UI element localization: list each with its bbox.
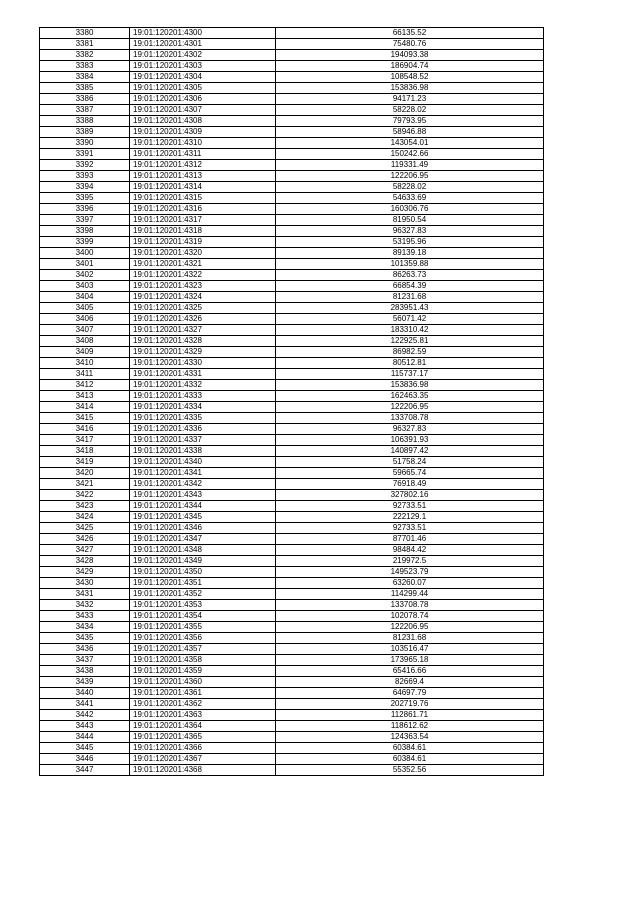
cadastral-number-cell: 19:01:120201:4342 [130,479,276,490]
table-row [40,523,544,534]
row-number-cell: 3440 [40,688,130,699]
amount-cell: 222129.1 [276,512,544,523]
table-row [40,479,544,490]
table-row [40,237,544,248]
row-number-cell: 3418 [40,446,130,457]
table-row [40,171,544,182]
amount-cell: 153836.98 [276,83,544,94]
amount-cell: 53195.96 [276,237,544,248]
amount-cell: 162463.35 [276,391,544,402]
table-body [40,28,544,776]
amount-cell: 64697.79 [276,688,544,699]
row-number-cell: 3384 [40,72,130,83]
amount-cell: 63260.07 [276,578,544,589]
table-row [40,666,544,677]
table-row [40,545,544,556]
amount-cell: 81231.68 [276,292,544,303]
cadastral-number-cell: 19:01:120201:4324 [130,292,276,303]
row-number-cell: 3398 [40,226,130,237]
row-number-cell: 3405 [40,303,130,314]
table-row [40,292,544,303]
cadastral-number-cell: 19:01:120201:4360 [130,677,276,688]
amount-cell: 122206.95 [276,622,544,633]
amount-cell: 87701.46 [276,534,544,545]
table-row [40,50,544,61]
row-number-cell: 3396 [40,204,130,215]
cadastral-number-cell: 19:01:120201:4367 [130,754,276,765]
amount-cell: 51758.24 [276,457,544,468]
table-row [40,578,544,589]
row-number-cell: 3441 [40,699,130,710]
amount-cell: 86263.73 [276,270,544,281]
table-row [40,358,544,369]
amount-cell: 58228.02 [276,182,544,193]
amount-cell: 122925.81 [276,336,544,347]
table-row [40,446,544,457]
cadastral-number-cell: 19:01:120201:4346 [130,523,276,534]
row-number-cell: 3387 [40,105,130,116]
cadastral-number-cell: 19:01:120201:4317 [130,215,276,226]
row-number-cell: 3385 [40,83,130,94]
cadastral-number-cell: 19:01:120201:4312 [130,160,276,171]
table-row [40,589,544,600]
cadastral-number-cell: 19:01:120201:4337 [130,435,276,446]
amount-cell: 55352.56 [276,765,544,776]
table-row [40,380,544,391]
cadastral-number-cell: 19:01:120201:4302 [130,50,276,61]
table-row [40,303,544,314]
row-number-cell: 3417 [40,435,130,446]
table-row [40,567,544,578]
row-number-cell: 3393 [40,171,130,182]
table-row [40,644,544,655]
cadastral-number-cell: 19:01:120201:4356 [130,633,276,644]
cadastral-number-cell: 19:01:120201:4326 [130,314,276,325]
row-number-cell: 3391 [40,149,130,160]
amount-cell: 133708.78 [276,413,544,424]
amount-cell: 283951.43 [276,303,544,314]
row-number-cell: 3386 [40,94,130,105]
amount-cell: 54633.69 [276,193,544,204]
row-number-cell: 3430 [40,578,130,589]
table-row [40,61,544,72]
table-row [40,721,544,732]
table-row [40,127,544,138]
row-number-cell: 3414 [40,402,130,413]
cadastral-number-cell: 19:01:120201:4307 [130,105,276,116]
table-row [40,325,544,336]
table-row [40,611,544,622]
table-row [40,105,544,116]
cadastral-number-cell: 19:01:120201:4353 [130,600,276,611]
cadastral-number-cell: 19:01:120201:4320 [130,248,276,259]
table-row [40,600,544,611]
row-number-cell: 3445 [40,743,130,754]
amount-cell: 89139.18 [276,248,544,259]
table-row [40,556,544,567]
row-number-cell: 3395 [40,193,130,204]
amount-cell: 219972.5 [276,556,544,567]
amount-cell: 143054.01 [276,138,544,149]
row-number-cell: 3434 [40,622,130,633]
cadastral-number-cell: 19:01:120201:4358 [130,655,276,666]
cadastral-number-cell: 19:01:120201:4314 [130,182,276,193]
amount-cell: 94171.23 [276,94,544,105]
amount-cell: 103516.47 [276,644,544,655]
amount-cell: 80512.81 [276,358,544,369]
cadastral-number-cell: 19:01:120201:4313 [130,171,276,182]
row-number-cell: 3425 [40,523,130,534]
cadastral-number-cell: 19:01:120201:4364 [130,721,276,732]
row-number-cell: 3428 [40,556,130,567]
row-number-cell: 3413 [40,391,130,402]
cadastral-number-cell: 19:01:120201:4322 [130,270,276,281]
row-number-cell: 3400 [40,248,130,259]
table-row [40,149,544,160]
table-row [40,160,544,171]
table-row [40,402,544,413]
table-row [40,622,544,633]
row-number-cell: 3439 [40,677,130,688]
row-number-cell: 3435 [40,633,130,644]
cadastral-number-cell: 19:01:120201:4325 [130,303,276,314]
row-number-cell: 3406 [40,314,130,325]
cadastral-number-cell: 19:01:120201:4362 [130,699,276,710]
table-row [40,215,544,226]
table-row [40,501,544,512]
table-row [40,204,544,215]
amount-cell: 122206.95 [276,402,544,413]
table-row [40,677,544,688]
cadastral-number-cell: 19:01:120201:4340 [130,457,276,468]
row-number-cell: 3419 [40,457,130,468]
table-row [40,193,544,204]
cadastral-number-cell: 19:01:120201:4329 [130,347,276,358]
table-row [40,391,544,402]
table-row [40,435,544,446]
cadastral-number-cell: 19:01:120201:4334 [130,402,276,413]
amount-cell: 202719.76 [276,699,544,710]
row-number-cell: 3429 [40,567,130,578]
row-number-cell: 3427 [40,545,130,556]
amount-cell: 149523.79 [276,567,544,578]
table-row [40,314,544,325]
cadastral-number-cell: 19:01:120201:4336 [130,424,276,435]
table-row [40,512,544,523]
row-number-cell: 3444 [40,732,130,743]
amount-cell: 173965.18 [276,655,544,666]
cadastral-number-cell: 19:01:120201:4323 [130,281,276,292]
amount-cell: 160306.76 [276,204,544,215]
cadastral-number-cell: 19:01:120201:4357 [130,644,276,655]
table-row [40,347,544,358]
row-number-cell: 3409 [40,347,130,358]
table-row [40,281,544,292]
amount-cell: 118612.62 [276,721,544,732]
cadastral-number-cell: 19:01:120201:4305 [130,83,276,94]
amount-cell: 133708.78 [276,600,544,611]
amount-cell: 183310.42 [276,325,544,336]
table-row [40,765,544,776]
table-row [40,710,544,721]
amount-cell: 112861.71 [276,710,544,721]
table-row [40,138,544,149]
row-number-cell: 3432 [40,600,130,611]
cadastral-number-cell: 19:01:120201:4328 [130,336,276,347]
amount-cell: 96327.83 [276,424,544,435]
cadastral-number-cell: 19:01:120201:4333 [130,391,276,402]
cadastral-number-cell: 19:01:120201:4348 [130,545,276,556]
cadastral-number-cell: 19:01:120201:4344 [130,501,276,512]
cadastral-number-cell: 19:01:120201:4351 [130,578,276,589]
cadastral-number-cell: 19:01:120201:4338 [130,446,276,457]
amount-cell: 60384.61 [276,743,544,754]
amount-cell: 106391.93 [276,435,544,446]
cadastral-number-cell: 19:01:120201:4349 [130,556,276,567]
cadastral-number-cell: 19:01:120201:4318 [130,226,276,237]
cadastral-number-cell: 19:01:120201:4306 [130,94,276,105]
row-number-cell: 3392 [40,160,130,171]
amount-cell: 140897.42 [276,446,544,457]
amount-cell: 60384.61 [276,754,544,765]
amount-cell: 66854.39 [276,281,544,292]
amount-cell: 76918.49 [276,479,544,490]
cadastral-number-cell: 19:01:120201:4335 [130,413,276,424]
row-number-cell: 3383 [40,61,130,72]
amount-cell: 153836.98 [276,380,544,391]
row-number-cell: 3382 [40,50,130,61]
table-row [40,226,544,237]
cadastral-number-cell: 19:01:120201:4327 [130,325,276,336]
table-row [40,699,544,710]
amount-cell: 114299.44 [276,589,544,600]
table-row [40,83,544,94]
table-row [40,94,544,105]
amount-cell: 58946.88 [276,127,544,138]
cadastral-number-cell: 19:01:120201:4350 [130,567,276,578]
cadastral-number-cell: 19:01:120201:4363 [130,710,276,721]
amount-cell: 82669.4 [276,677,544,688]
amount-cell: 194093.38 [276,50,544,61]
table-row [40,182,544,193]
cadastral-number-cell: 19:01:120201:4300 [130,28,276,39]
cadastral-number-cell: 19:01:120201:4365 [130,732,276,743]
amount-cell: 65416.66 [276,666,544,677]
row-number-cell: 3408 [40,336,130,347]
cadastral-number-cell: 19:01:120201:4316 [130,204,276,215]
table-row [40,688,544,699]
row-number-cell: 3388 [40,116,130,127]
cadastral-number-cell: 19:01:120201:4345 [130,512,276,523]
row-number-cell: 3410 [40,358,130,369]
table-row [40,270,544,281]
cadastral-number-cell: 19:01:120201:4368 [130,765,276,776]
cadastral-number-cell: 19:01:120201:4359 [130,666,276,677]
row-number-cell: 3415 [40,413,130,424]
amount-cell: 150242.66 [276,149,544,160]
row-number-cell: 3426 [40,534,130,545]
table-row [40,490,544,501]
row-number-cell: 3404 [40,292,130,303]
amount-cell: 86982.59 [276,347,544,358]
table-row [40,633,544,644]
row-number-cell: 3381 [40,39,130,50]
data-table [39,27,544,776]
row-number-cell: 3399 [40,237,130,248]
cadastral-number-cell: 19:01:120201:4310 [130,138,276,149]
cadastral-number-cell: 19:01:120201:4343 [130,490,276,501]
amount-cell: 92733.51 [276,523,544,534]
row-number-cell: 3438 [40,666,130,677]
row-number-cell: 3431 [40,589,130,600]
row-number-cell: 3436 [40,644,130,655]
row-number-cell: 3380 [40,28,130,39]
row-number-cell: 3442 [40,710,130,721]
row-number-cell: 3424 [40,512,130,523]
amount-cell: 81231.68 [276,633,544,644]
table-row [40,72,544,83]
table-row [40,655,544,666]
row-number-cell: 3421 [40,479,130,490]
table-row [40,116,544,127]
cadastral-number-cell: 19:01:120201:4332 [130,380,276,391]
row-number-cell: 3412 [40,380,130,391]
table-row [40,39,544,50]
amount-cell: 101359.88 [276,259,544,270]
row-number-cell: 3422 [40,490,130,501]
table-row [40,336,544,347]
cadastral-number-cell: 19:01:120201:4361 [130,688,276,699]
amount-cell: 122206.95 [276,171,544,182]
amount-cell: 75480.76 [276,39,544,50]
cadastral-number-cell: 19:01:120201:4352 [130,589,276,600]
amount-cell: 58228.02 [276,105,544,116]
amount-cell: 92733.51 [276,501,544,512]
cadastral-number-cell: 19:01:120201:4308 [130,116,276,127]
table-row [40,732,544,743]
amount-cell: 108548.52 [276,72,544,83]
table-row [40,534,544,545]
cadastral-number-cell: 19:01:120201:4331 [130,369,276,380]
row-number-cell: 3437 [40,655,130,666]
amount-cell: 96327.83 [276,226,544,237]
table-row [40,28,544,39]
cadastral-number-cell: 19:01:120201:4330 [130,358,276,369]
row-number-cell: 3397 [40,215,130,226]
cadastral-number-cell: 19:01:120201:4309 [130,127,276,138]
table-row [40,248,544,259]
row-number-cell: 3416 [40,424,130,435]
cadastral-number-cell: 19:01:120201:4341 [130,468,276,479]
row-number-cell: 3389 [40,127,130,138]
row-number-cell: 3447 [40,765,130,776]
amount-cell: 59665.74 [276,468,544,479]
amount-cell: 327802.16 [276,490,544,501]
row-number-cell: 3411 [40,369,130,380]
amount-cell: 119331.49 [276,160,544,171]
row-number-cell: 3401 [40,259,130,270]
row-number-cell: 3394 [40,182,130,193]
cadastral-number-cell: 19:01:120201:4347 [130,534,276,545]
amount-cell: 79793.95 [276,116,544,127]
table-row [40,754,544,765]
row-number-cell: 3446 [40,754,130,765]
amount-cell: 102078.74 [276,611,544,622]
amount-cell: 186904.74 [276,61,544,72]
cadastral-number-cell: 19:01:120201:4319 [130,237,276,248]
row-number-cell: 3423 [40,501,130,512]
table-row [40,424,544,435]
amount-cell: 115737.17 [276,369,544,380]
cadastral-number-cell: 19:01:120201:4303 [130,61,276,72]
cadastral-number-cell: 19:01:120201:4304 [130,72,276,83]
amount-cell: 66135.52 [276,28,544,39]
amount-cell: 56071.42 [276,314,544,325]
row-number-cell: 3443 [40,721,130,732]
row-number-cell: 3390 [40,138,130,149]
cadastral-number-cell: 19:01:120201:4311 [130,149,276,160]
table-row [40,369,544,380]
amount-cell: 98484.42 [276,545,544,556]
amount-cell: 124363.54 [276,732,544,743]
cadastral-number-cell: 19:01:120201:4366 [130,743,276,754]
row-number-cell: 3403 [40,281,130,292]
cadastral-number-cell: 19:01:120201:4301 [130,39,276,50]
cadastral-number-cell: 19:01:120201:4354 [130,611,276,622]
amount-cell: 81950.54 [276,215,544,226]
table-row [40,259,544,270]
table-row [40,468,544,479]
cadastral-number-cell: 19:01:120201:4315 [130,193,276,204]
table-row [40,743,544,754]
row-number-cell: 3433 [40,611,130,622]
cadastral-number-cell: 19:01:120201:4321 [130,259,276,270]
table-row [40,413,544,424]
row-number-cell: 3420 [40,468,130,479]
row-number-cell: 3402 [40,270,130,281]
table-row [40,457,544,468]
row-number-cell: 3407 [40,325,130,336]
cadastral-number-cell: 19:01:120201:4355 [130,622,276,633]
